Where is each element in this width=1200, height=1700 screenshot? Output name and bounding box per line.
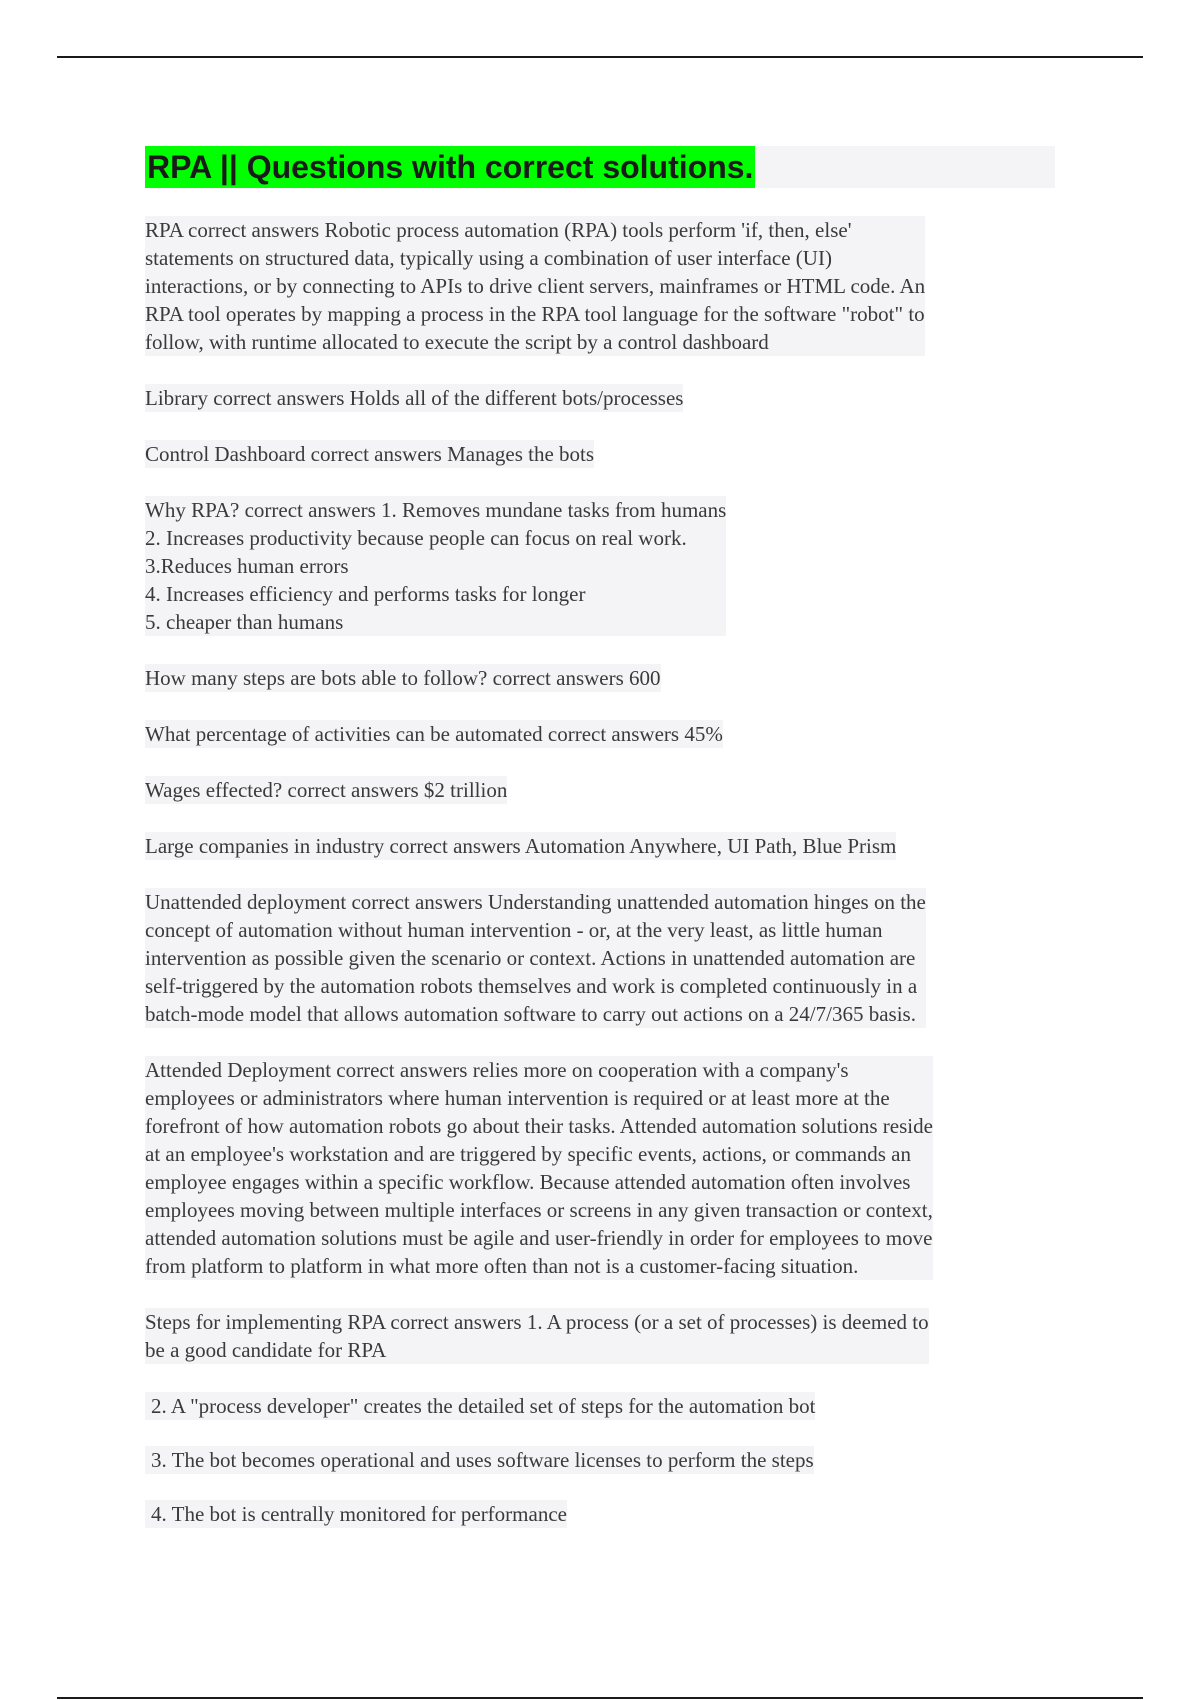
text-line: batch-mode model that allows automation software to carry out actions on a 24/7/365 basis. bbox=[145, 1002, 916, 1026]
text-line: interactions, or by connecting to APIs to drive client servers, mainframes or HTML code. An bbox=[145, 274, 926, 298]
text-line: employees moving between multiple interfaces or screens in any given transaction or context, bbox=[145, 1198, 933, 1222]
text-line: RPA correct answers Robotic process automation (RPA) tools perform 'if, then, else' bbox=[145, 218, 852, 242]
qa-entry-percentage bbox=[145, 720, 723, 748]
qa-entry-control-dashboard bbox=[145, 440, 594, 468]
text-line: follow, with runtime allocated to execute the script by a control dashboard bbox=[145, 330, 769, 354]
footer-rule bbox=[57, 1697, 1143, 1699]
qa-entry-steps-count bbox=[145, 664, 661, 692]
qa-entry-rpa bbox=[145, 216, 925, 356]
text-line: from platform to platform in what more often than not is a customer-facing situation. bbox=[145, 1254, 859, 1278]
text-line: Control Dashboard correct answers Manages the bots bbox=[145, 442, 595, 466]
text-line: What percentage of activities can be automated correct answers 45% bbox=[145, 722, 723, 746]
text-line: intervention as possible given the scenario or context. Actions in unattended automation are bbox=[145, 946, 916, 970]
text-line: Steps for implementing RPA correct answers 1. A process (or a set of processes) is deemed to bbox=[145, 1310, 929, 1334]
text-line: Attended Deployment correct answers relies more on cooperation with a company's bbox=[145, 1058, 849, 1082]
qa-entry-attended bbox=[145, 1056, 933, 1280]
text-line: 2. Increases productivity because people can focus on real work. bbox=[145, 526, 687, 550]
text-line: Unattended deployment correct answers Understanding unattended automation hinges on the bbox=[145, 890, 926, 914]
step-item: 4. The bot is centrally monitored for performance bbox=[145, 1500, 567, 1528]
text-line: Library correct answers Holds all of the different bots/processes bbox=[145, 386, 684, 410]
qa-entry-implementing bbox=[145, 1308, 929, 1364]
document-title: RPA || Questions with correct solutions. bbox=[145, 146, 755, 188]
qa-entry-library bbox=[145, 384, 683, 412]
qa-entry-wages bbox=[145, 776, 507, 804]
step-item: 2. A "process developer" creates the detailed set of steps for the automation bot bbox=[145, 1392, 815, 1420]
text-line: How many steps are bots able to follow? correct answers 600 bbox=[145, 666, 661, 690]
text-line: Why RPA? correct answers 1. Removes mundane tasks from humans bbox=[145, 498, 727, 522]
step-item: 3. The bot becomes operational and uses software licenses to perform the steps bbox=[145, 1446, 814, 1474]
header-rule bbox=[57, 56, 1143, 58]
text-line: employees or administrators where human intervention is required or at least more at the bbox=[145, 1086, 890, 1110]
qa-entry-large-companies bbox=[145, 832, 896, 860]
text-line: 4. Increases efficiency and performs tasks for longer bbox=[145, 582, 586, 606]
text-line: Large companies in industry correct answers Automation Anywhere, UI Path, Blue Prism bbox=[145, 834, 897, 858]
qa-entry-unattended bbox=[145, 888, 926, 1028]
text-line: forefront of how automation robots go about their tasks. Attended automation solutions reside bbox=[145, 1114, 933, 1138]
document-body bbox=[145, 146, 1055, 1554]
text-line: be a good candidate for RPA bbox=[145, 1338, 387, 1362]
text-line: concept of automation without human intervention - or, at the very least, as little human bbox=[145, 918, 883, 942]
text-line: Wages effected? correct answers $2 trillion bbox=[145, 778, 508, 802]
text-line: 3.Reduces human errors bbox=[145, 554, 349, 578]
text-line: employee engages within a specific workflow. Because attended automation often involves bbox=[145, 1170, 911, 1194]
text-line: at an employee's workstation and are triggered by specific events, actions, or commands an bbox=[145, 1142, 911, 1166]
text-line: RPA tool operates by mapping a process in the RPA tool language for the software "robot" to bbox=[145, 302, 925, 326]
qa-entry-why-rpa bbox=[145, 496, 726, 636]
text-line: 5. cheaper than humans bbox=[145, 610, 344, 634]
title-bar bbox=[145, 146, 1055, 188]
text-line: attended automation solutions must be agile and user-friendly in order for employees to move bbox=[145, 1226, 933, 1250]
text-line: statements on structured data, typically using a combination of user interface (UI) bbox=[145, 246, 832, 270]
text-line: self-triggered by the automation robots themselves and work is completed continuously in a bbox=[145, 974, 918, 998]
